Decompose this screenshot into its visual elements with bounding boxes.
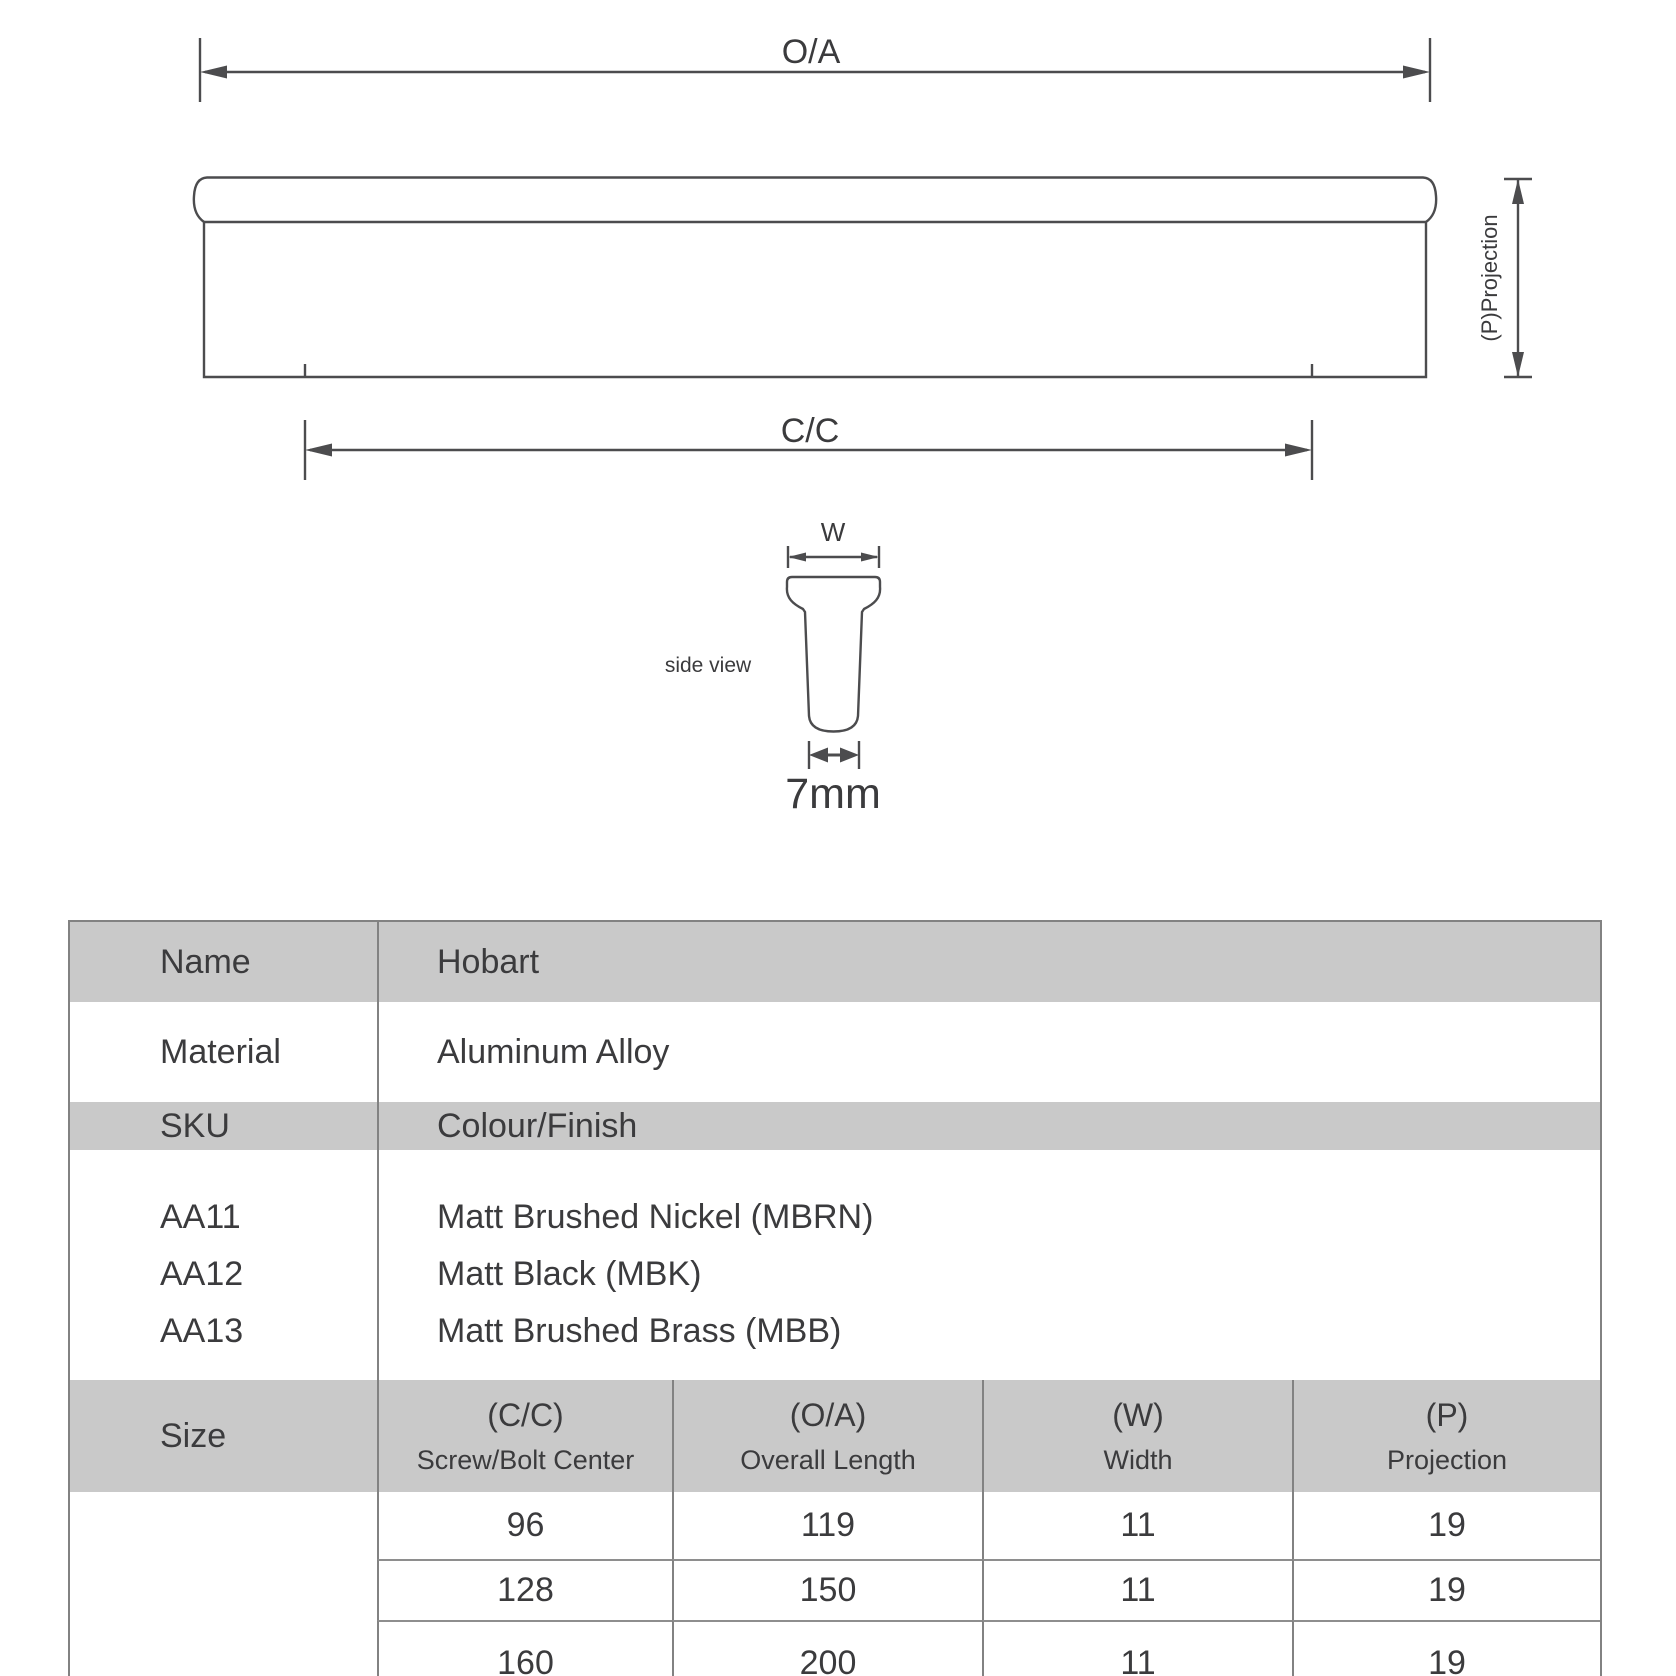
table-row-size-header xyxy=(70,1380,1600,1492)
sku-finishes xyxy=(377,1150,1600,1380)
size-value-p: 19 xyxy=(1292,1559,1600,1620)
size-data-row xyxy=(70,1559,1600,1620)
table-row-name xyxy=(70,922,1600,1002)
sku-code: AA13 xyxy=(160,1312,244,1350)
w-dimension xyxy=(788,546,879,568)
size-col-code: (W) xyxy=(1112,1396,1164,1433)
row-value: Colour/Finish xyxy=(377,1102,1600,1150)
size-value-w: 11 xyxy=(982,1620,1292,1676)
size-value-w: 11 xyxy=(982,1492,1292,1559)
size-col-desc: Overall Length xyxy=(740,1444,916,1475)
size-col-p xyxy=(1292,1380,1600,1492)
size-value-w: 11 xyxy=(982,1559,1292,1620)
size-row-spacer xyxy=(70,1559,377,1620)
size-col-oa xyxy=(672,1380,982,1492)
projection-label: (P)Projection xyxy=(1477,214,1502,342)
size-data-row xyxy=(70,1492,1600,1559)
sku-code: AA11 xyxy=(160,1198,241,1236)
size-value-oa: 200 xyxy=(672,1620,982,1676)
row-label: Name xyxy=(160,942,251,981)
sku-finish: Matt Brushed Brass (MBB) xyxy=(437,1312,842,1350)
w-label: W xyxy=(820,517,846,547)
size-row-spacer xyxy=(70,1620,377,1676)
stem-width-dimension xyxy=(809,741,859,769)
size-col-code: (P) xyxy=(1425,1396,1469,1433)
side-view-label: side view xyxy=(664,654,752,677)
size-label: Size xyxy=(160,1416,227,1455)
size-value-cc: 128 xyxy=(377,1559,672,1620)
spec-table xyxy=(68,920,1602,1676)
size-value-oa: 119 xyxy=(672,1492,982,1559)
size-value-p: 19 xyxy=(1292,1620,1600,1676)
sku-code: AA12 xyxy=(160,1255,244,1293)
row-value: Hobart xyxy=(377,922,1600,1002)
cc-label: C/C xyxy=(780,412,840,450)
size-row-spacer xyxy=(70,1492,377,1559)
size-col-desc: Projection xyxy=(1386,1444,1508,1475)
projection-dimension xyxy=(1504,179,1532,377)
size-value-p: 19 xyxy=(1292,1492,1600,1559)
row-value: Aluminum Alloy xyxy=(377,1002,1600,1102)
size-col-desc: Screw/Bolt Center xyxy=(416,1444,635,1475)
sku-codes xyxy=(70,1150,377,1380)
handle-front-view xyxy=(194,178,1436,378)
size-col-code: (C/C) xyxy=(487,1396,564,1433)
size-value-cc: 160 xyxy=(377,1620,672,1676)
sku-finish: Matt Brushed Nickel (MBRN) xyxy=(437,1198,874,1236)
size-value-cc: 96 xyxy=(377,1492,672,1559)
table-row-sku-header xyxy=(70,1102,1600,1150)
table-row-finishes xyxy=(70,1150,1600,1380)
size-col-w xyxy=(982,1380,1292,1492)
row-label: Material xyxy=(160,1032,281,1071)
size-data-row xyxy=(70,1620,1600,1676)
sku-finish: Matt Black (MBK) xyxy=(437,1255,702,1293)
size-col-code: (O/A) xyxy=(789,1396,867,1433)
oa-label: O/A xyxy=(781,33,841,71)
size-value-oa: 150 xyxy=(672,1559,982,1620)
size-col-desc: Width xyxy=(1103,1444,1173,1475)
row-label: SKU xyxy=(160,1106,230,1145)
table-row-material xyxy=(70,1002,1600,1102)
size-col-cc xyxy=(377,1380,672,1492)
stem-width-label: 7mm xyxy=(785,770,881,818)
handle-side-view xyxy=(787,577,880,732)
